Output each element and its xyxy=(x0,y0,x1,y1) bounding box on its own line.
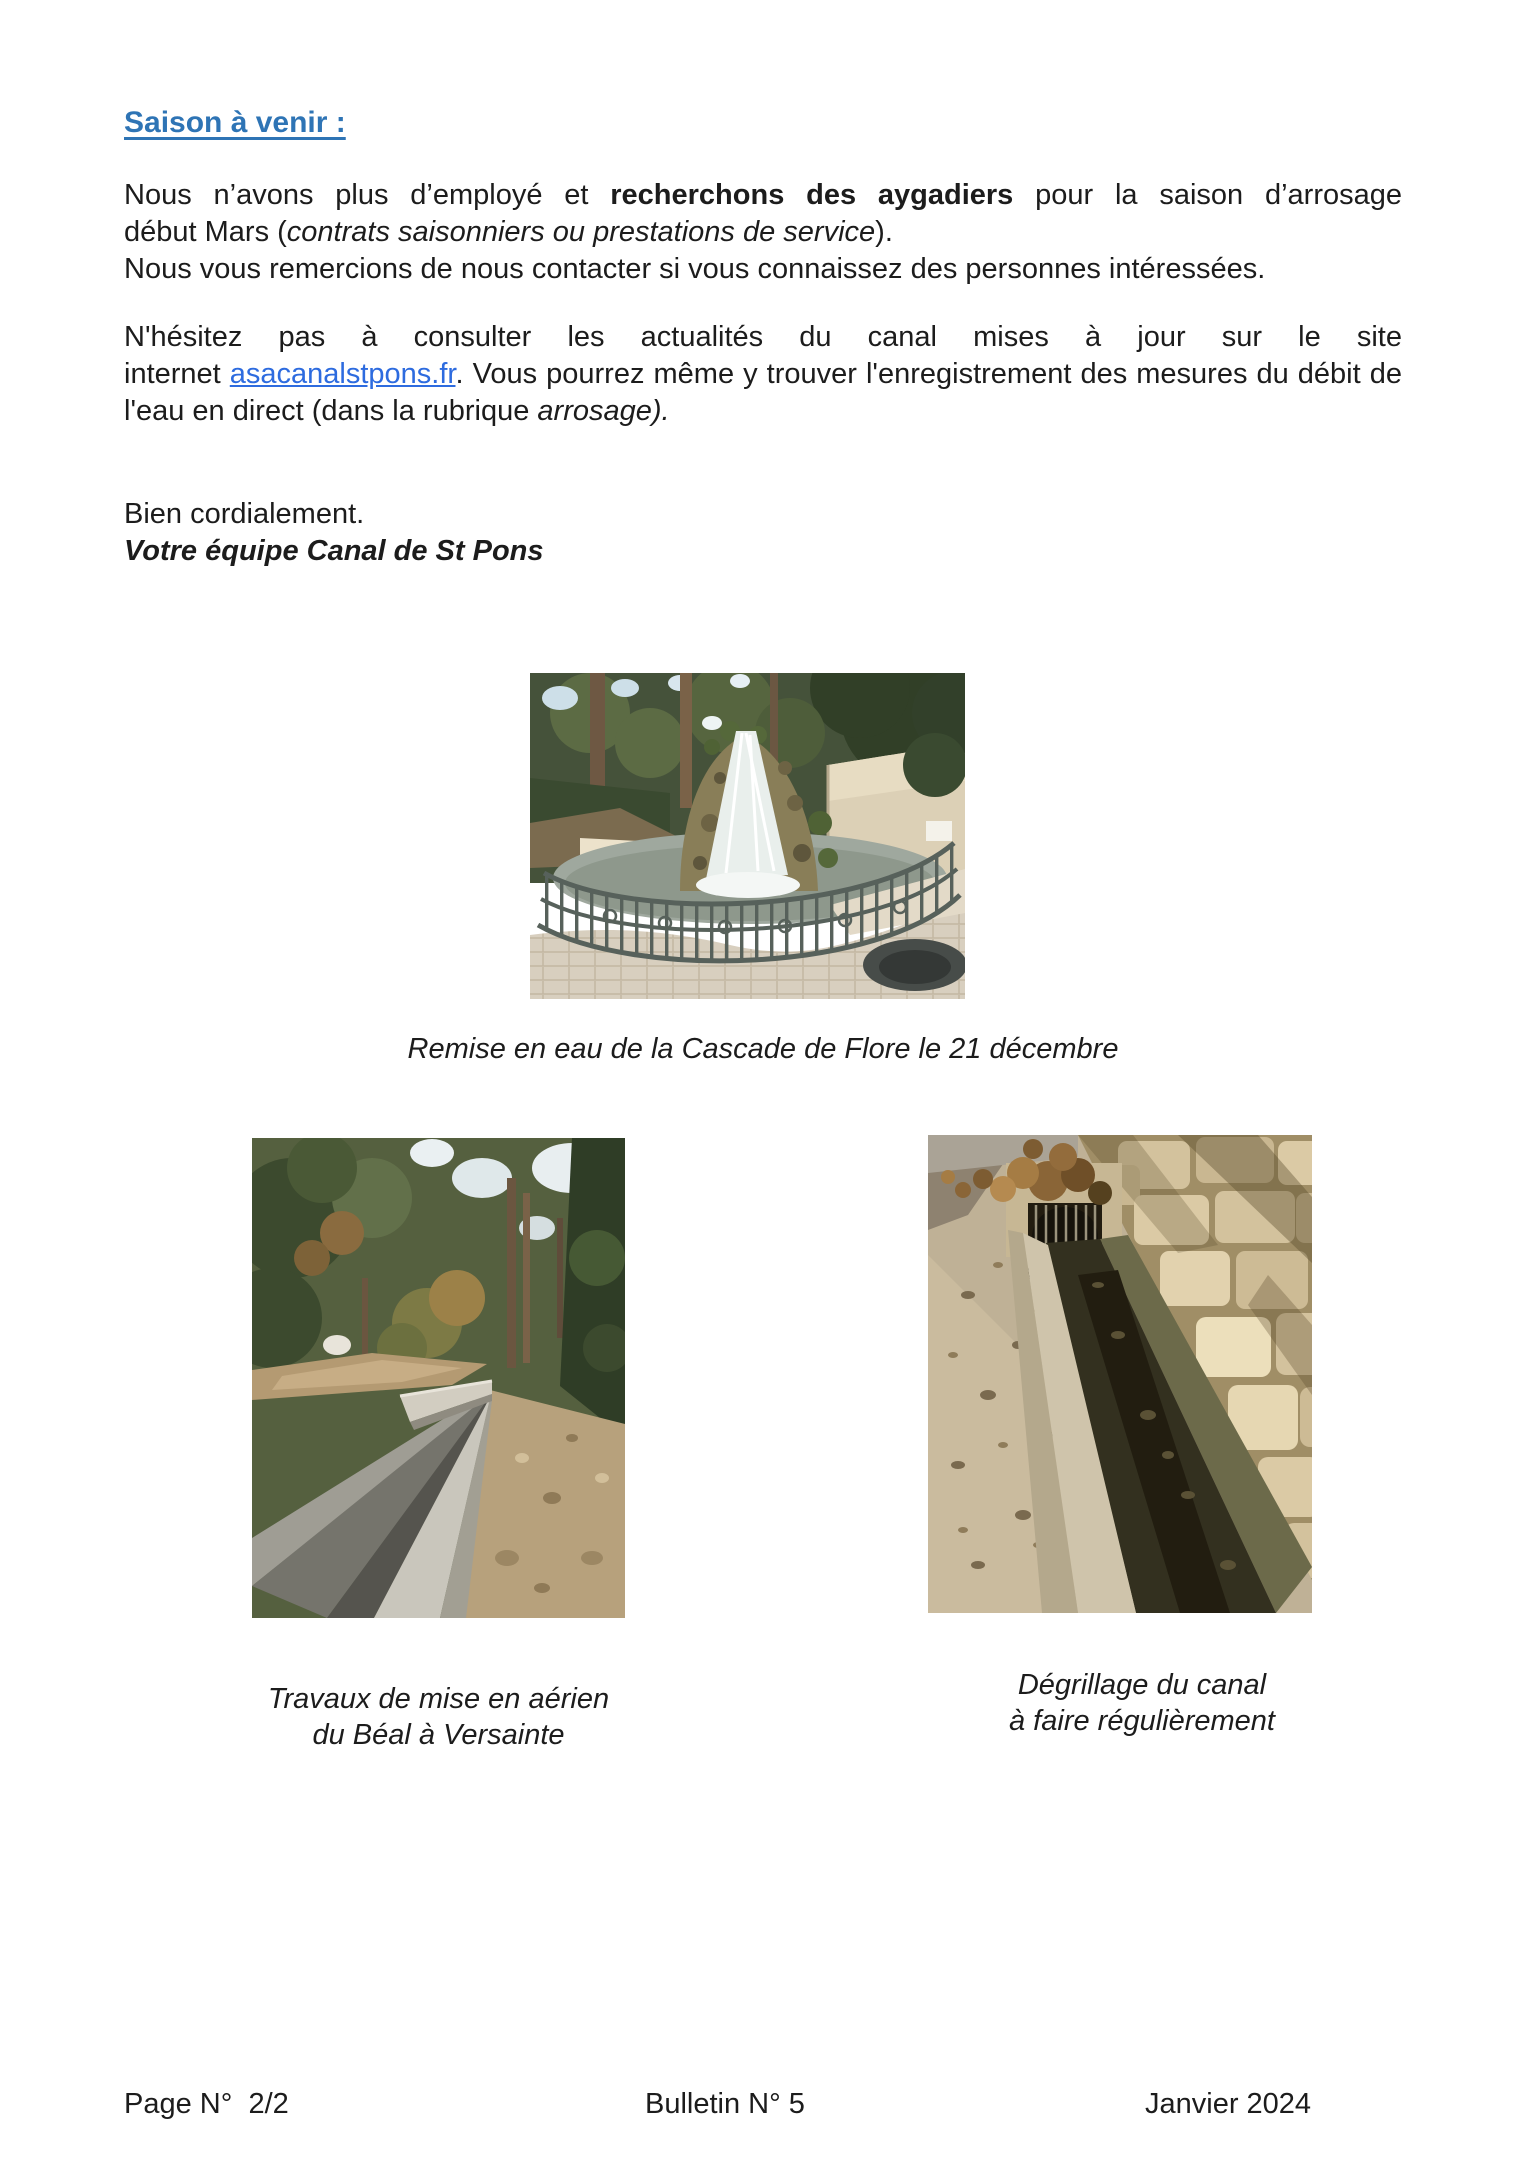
text-segment: pour la saison d’arrosage xyxy=(1013,179,1402,211)
text-segment: . Vous pourrez même y trouver l'enregistrement des mesures du débit de l'eau en direct (dans la rubrique xyxy=(124,358,1402,427)
cascade-photo-image xyxy=(530,673,965,999)
text-segment: Nous vous remercions de nous contacter si vous connaissez des personnes intéressées. xyxy=(124,253,1266,285)
footer-page-number: Page N° 2/2 xyxy=(124,2088,289,2120)
justified-line: N'hésitez pas à consulter les actualités du canal mises à jour sur le site xyxy=(124,321,1402,353)
caption-beal-works: Travaux de mise en aérien du Béal à Versainte xyxy=(267,1683,610,1751)
caption-canal-grille: Dégrillage du canal à faire régulièrement xyxy=(1009,1669,1275,1737)
page-title: Saison à venir : xyxy=(124,106,346,139)
justified-line xyxy=(124,177,1402,214)
footer-date: Janvier 2024 xyxy=(1145,2088,1312,2120)
asacanalstpons-link[interactable]: asacanalstpons.fr xyxy=(229,358,456,390)
text-segment: début Mars ( xyxy=(124,216,287,248)
text-segment: Nous n’avons plus d’employé et xyxy=(124,179,611,211)
beal-photo-image xyxy=(252,1138,625,1618)
tree-trunk xyxy=(507,1178,516,1368)
grille-photo-image xyxy=(928,1135,1312,1613)
photo-beal-works xyxy=(252,1138,625,1618)
closing-signature xyxy=(124,496,1402,570)
photo-canal-grille xyxy=(928,1135,1312,1613)
text-segment-italic: arrosage). xyxy=(537,395,670,427)
paragraph-recruitment xyxy=(124,177,1402,288)
paragraph-website xyxy=(124,319,1402,430)
footer-bulletin-number: Bulletin N° 5 xyxy=(645,2088,805,2120)
text-segment: internet xyxy=(124,358,230,390)
text-segment-bold: recherchons des aygadiers xyxy=(610,179,1014,211)
text-segment-italic: contrats saisonniers ou prestations de service xyxy=(286,216,876,248)
team-signature: Votre équipe Canal de St Pons xyxy=(124,535,544,567)
closing-line: Bien cordialement. xyxy=(124,498,365,530)
caption-cascade: Remise en eau de la Cascade de Flore le 21 décembre xyxy=(407,1033,1119,1065)
text-segment: ). xyxy=(875,216,893,248)
photo-cascade-de-flore xyxy=(530,673,965,999)
